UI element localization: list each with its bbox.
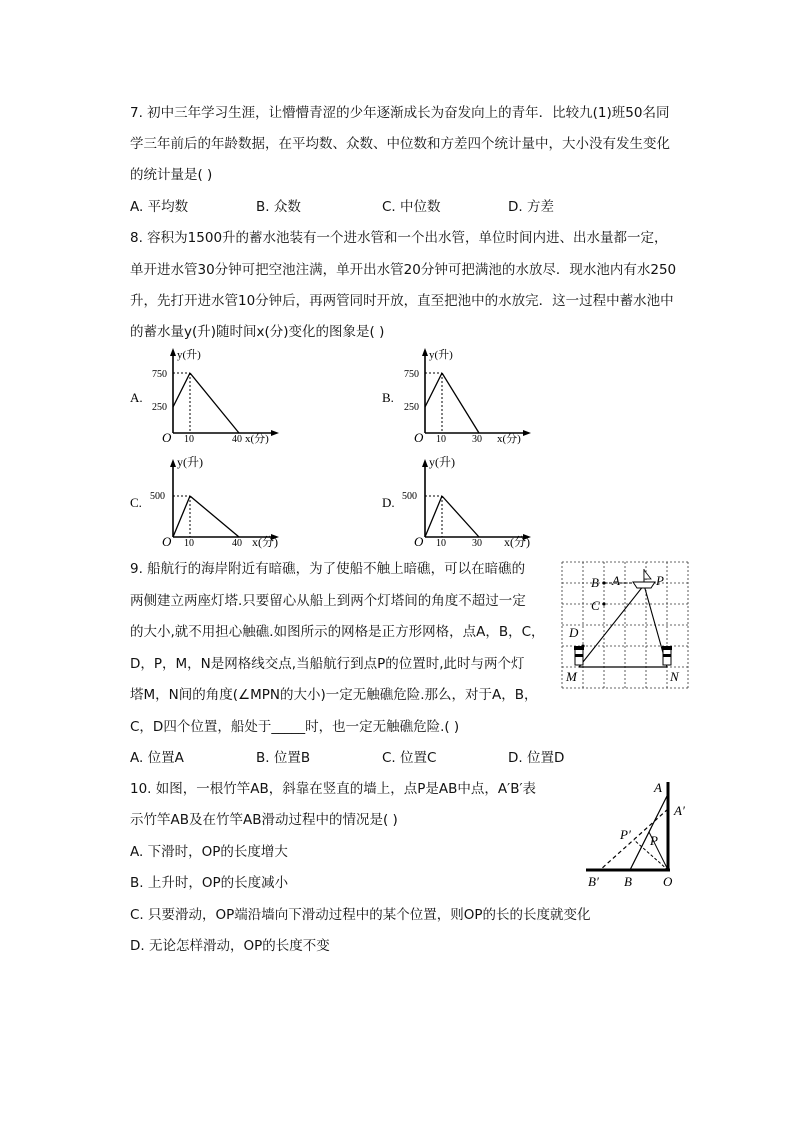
graph-b-ytick-250: 250 [404, 402, 419, 413]
q10-line-2: 示竹竿AB及在竹竿AB滑动过程中的情况是( ) [130, 812, 398, 828]
graph-c-origin: O [162, 534, 172, 549]
q9-point-a [602, 581, 605, 584]
q8-line-2: 单开进水管30分钟可把空池注满，单开出水管20分钟可把满池的水放尽．现水池内有水250 [130, 262, 677, 278]
q7-line-3: 的统计量是( ) [130, 167, 213, 183]
graph-b-y-arrow-icon [422, 348, 428, 356]
q9-option-c[interactable]: C. 位置C [382, 750, 437, 766]
q9-label-b: B [591, 575, 599, 590]
q10-option-b[interactable]: B. 上升时，OP的长度减小 [130, 875, 289, 891]
graph-b-x-arrow-icon [523, 430, 531, 436]
graph-a-ytick-750: 750 [152, 369, 167, 380]
graph-c-xtick-10: 10 [184, 538, 194, 549]
q8-graph-d[interactable] [380, 452, 540, 552]
q10-label-a-prime: A′ [674, 803, 685, 818]
q7-option-d[interactable]: D. 方差 [508, 199, 554, 215]
graph-d-segment-2 [442, 496, 479, 537]
q7-option-a[interactable]: A. 平均数 [130, 199, 189, 215]
q10-option-d[interactable]: D. 无论怎样滑动，OP的长度不变 [130, 938, 330, 954]
q9-line-5: 塔M，N间的角度(∠MPN的大小)一定无触礁危险.那么，对于A，B， [130, 687, 538, 703]
graph-c-segment-2 [190, 496, 239, 537]
graph-b-xtick-10: 10 [436, 434, 446, 445]
q10-label-b: B [624, 874, 632, 889]
graph-a-ylabel: y(升) [177, 349, 201, 361]
q8-line-1: 8. 容积为1500升的蓄水池装有一个进水管和一个出水管，单位时间内进、出水量都一定， [130, 230, 668, 246]
q10-label-b-prime: B′ [588, 874, 599, 889]
graph-a-label: A. [130, 390, 143, 405]
q7-option-c[interactable]: C. 中位数 [382, 199, 441, 215]
graph-b-segment-2 [442, 373, 479, 433]
q8-graph-a[interactable] [128, 345, 288, 445]
q9-point-c [602, 602, 605, 605]
q10-line-1: 10. 如图，一根竹竿AB，斜靠在竖直的墙上，点P是AB中点，A′B′表 [130, 781, 537, 797]
graph-a-xtick-40: 40 [232, 434, 242, 445]
graph-a-x-arrow-icon [271, 430, 279, 436]
graph-c-xlabel: x(分) [252, 535, 278, 549]
graph-a-ytick-250: 250 [152, 402, 167, 413]
graph-b-origin: O [414, 430, 424, 445]
graph-a-xlabel: x(分) [245, 433, 269, 445]
graph-d-label: D. [382, 495, 395, 510]
q8-line-4: 的蓄水量y(升)随时间x(分)变化的图象是( ) [130, 324, 385, 340]
q9-option-d[interactable]: D. 位置D [508, 750, 565, 766]
q9-line-6: C，D四个位置，船处于_____时，也一定无触礁危险.( ) [130, 719, 460, 735]
q9-label-c: C [591, 598, 600, 613]
q7-line-1: 7. 初中三年学习生涯，让懵懵青涩的少年逐渐成长为奋发向上的青年．比较九(1)班50名同 [130, 105, 670, 121]
graph-c-segment-1 [173, 496, 190, 537]
q9-line-1: 9. 船航行的海岸附近有暗礁，为了使船不触上暗礁，可以在暗礁的 [130, 561, 526, 577]
graph-a-y-arrow-icon [170, 348, 176, 356]
q10-label-a: A [654, 780, 662, 795]
graph-d-ytick-500: 500 [402, 491, 417, 502]
q9-line-4: D，P，M，N是网格线交点,当船航行到点P的位置时,此时与两个灯 [130, 656, 525, 672]
q9-label-a: A [612, 573, 620, 588]
q9-label-d: D [569, 625, 579, 640]
q9-label-n: N [670, 669, 679, 684]
graph-b-xlabel: x(分) [497, 433, 521, 445]
lighthouse-icon [574, 646, 584, 665]
q9-line-2: 两侧建立两座灯塔.只要留心从船上到两个灯塔间的角度不超过一定 [130, 593, 526, 609]
graph-b-label: B. [382, 390, 394, 405]
lighthouse-icon [662, 646, 672, 665]
graph-d-xtick-30: 30 [472, 538, 482, 549]
q10-option-c[interactable]: C. 只要滑动，OP端沿墙向下滑动过程中的某个位置，则OP的长的长度就变化 [130, 907, 591, 923]
graph-d-y-arrow-icon [422, 459, 428, 467]
graph-b-xtick-30: 30 [472, 434, 482, 445]
q10-label-o: O [663, 874, 673, 889]
graph-d-segment-1 [425, 496, 442, 537]
q8-graph-c[interactable] [128, 452, 288, 552]
q7-line-2: 学三年前后的年龄数据，在平均数、众数、中位数和方差四个统计量中，大小没有发生变化 [130, 136, 670, 152]
q9-figure [560, 560, 692, 690]
q8-graph-b[interactable] [380, 345, 540, 445]
graph-d-origin: O [414, 534, 424, 549]
q7-option-b[interactable]: B. 众数 [256, 199, 301, 215]
q9-option-a[interactable]: A. 位置A [130, 750, 184, 766]
q9-label-p: P [656, 573, 664, 588]
q9-option-b[interactable]: B. 位置B [256, 750, 311, 766]
q9-line-3: 的大小,就不用担心触礁.如图所示的网格是正方形网格，点A，B，C， [130, 624, 545, 640]
graph-c-ytick-500: 500 [150, 491, 165, 502]
q9-point-d [581, 644, 584, 647]
q8-line-3: 升，先打开进水管10分钟后，再两管同时开放，直至把池中的水放完．这一过程中蓄水池中 [130, 293, 674, 309]
graph-d-ylabel: y(升) [429, 455, 455, 469]
graph-a-origin: O [162, 430, 172, 445]
graph-c-ylabel: y(升) [177, 455, 203, 469]
graph-b-ytick-750: 750 [404, 369, 419, 380]
graph-d-xtick-10: 10 [436, 538, 446, 549]
q9-label-m: M [566, 669, 577, 684]
graph-a-segment-2 [190, 373, 239, 433]
ship-icon [633, 569, 655, 588]
graph-a-xtick-10: 10 [184, 434, 194, 445]
graph-d-xlabel: x(分) [504, 535, 530, 549]
graph-b-segment-1 [425, 373, 442, 407]
q10-figure [580, 780, 700, 892]
graph-b-ylabel: y(升) [429, 349, 453, 361]
q10-label-p: P [650, 833, 658, 848]
graph-c-y-arrow-icon [170, 459, 176, 467]
q9-line-pm [579, 585, 644, 667]
graph-c-xtick-40: 40 [232, 538, 242, 549]
graph-a-segment-1 [173, 373, 190, 407]
graph-c-label: C. [130, 495, 142, 510]
q10-option-a[interactable]: A. 下滑时，OP的长度增大 [130, 844, 288, 860]
q10-label-p-prime: P′ [620, 827, 631, 842]
